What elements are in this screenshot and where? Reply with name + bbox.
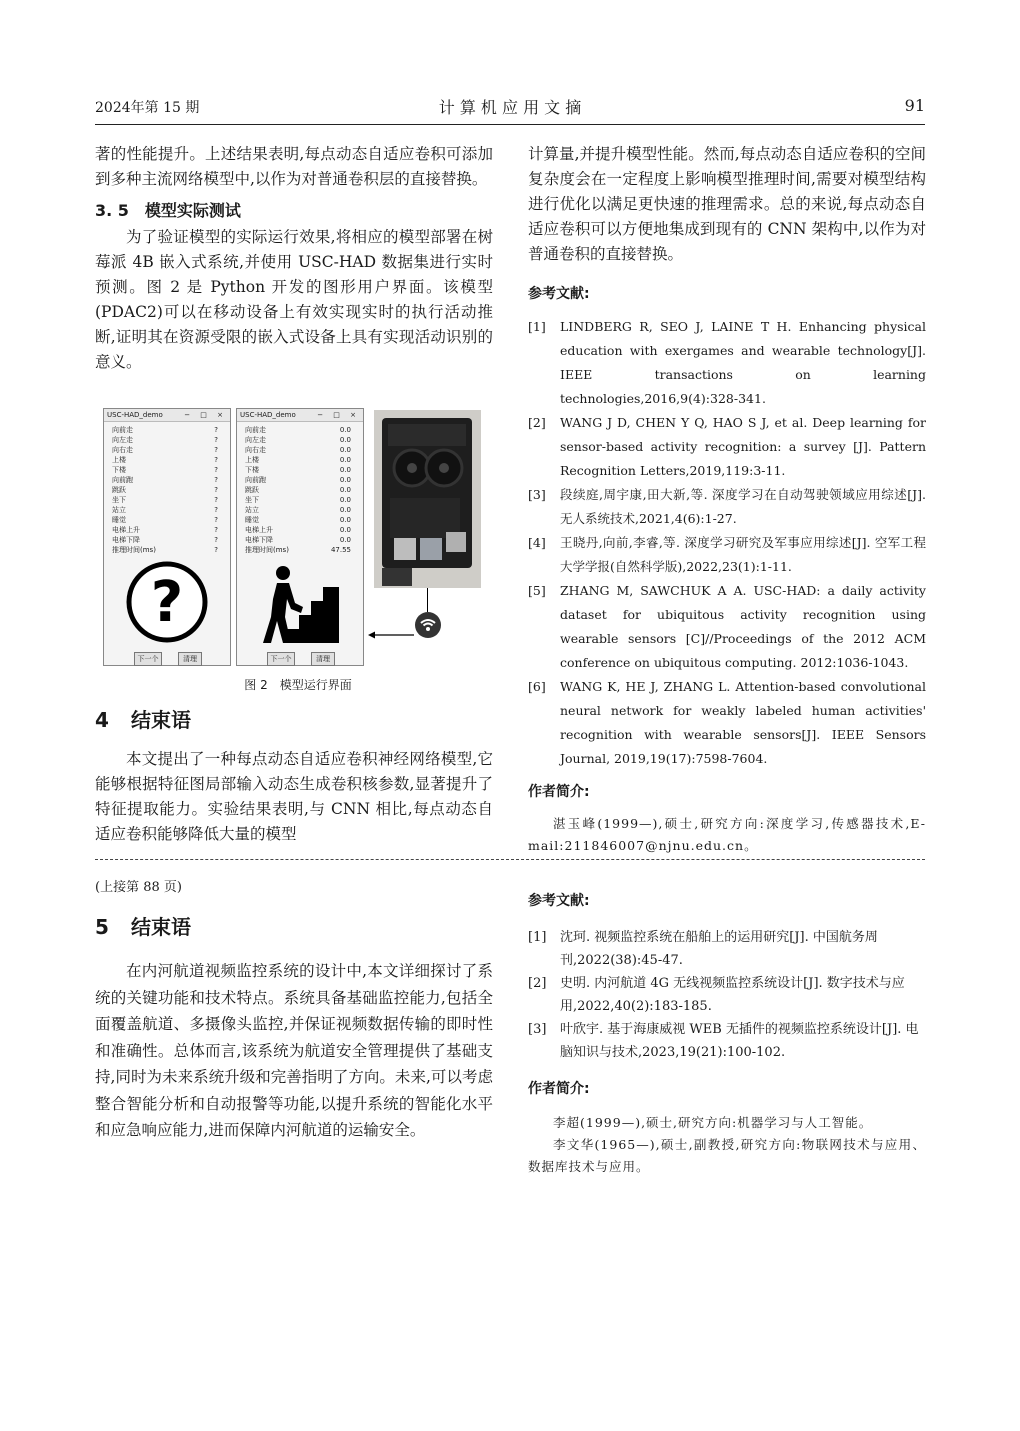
row-walk-right: 向右走 0.0 bbox=[245, 446, 351, 454]
conclusion-continued-text: 计算量,并提升模型性能。然而,每点动态自适应卷积的空间复杂度会在一定程度上影响模型推理时间,需要对模型结构进行优化以满足更快速的推理需求。总的来说,每点动态自适应卷积可以方便地集成到现有的 CNN 架构中,以作为对普通卷积的直接替换。 bbox=[528, 145, 926, 263]
row-run-forward: 向前跑 0.0 bbox=[245, 476, 351, 484]
references-list bbox=[528, 315, 926, 771]
row-sleep: 睡觉 0.0 bbox=[245, 516, 351, 524]
reference-item: [2] WANG J D, CHEN Y Q, HAO S J, et al. Deep learning for sensor-based activity recognition: a survey [J]. Pattern Recognition Letters,2019,119:3-11. bbox=[528, 415, 926, 478]
row-jump: 跳跃 0.0 bbox=[245, 486, 351, 494]
row-sleep: 睡觉 ? bbox=[112, 516, 218, 524]
section-5-title: 结束语 bbox=[131, 915, 191, 939]
figure-2 bbox=[103, 408, 493, 670]
references-list bbox=[528, 926, 926, 1064]
reference-item: [6] WANG K, HE J, ZHANG L. Attention-based convolutional neural network for weakly labeled human activities' recognition with wearable sensors[J]. IEEE Sensors Journal, 2019,19(17):7598-7604. bbox=[528, 679, 926, 766]
author-bio: 李超(1999—),硕士,研究方向:机器学习与人工智能。 bbox=[553, 1115, 873, 1130]
reference-item: [1] LINDBERG R, SEO J, LAINE T H. Enhancing physical education with exergames and wearable technology[J]. IEEE transactions on learning technologies,2016,9(4):328-341. bbox=[528, 319, 926, 406]
next-button[interactable]: 下一个 bbox=[267, 652, 295, 666]
section-3-5-heading: 3. 5 模型实际测试 bbox=[95, 201, 241, 220]
article1-intro-text: 著的性能提升。上述结果表明,每点动态自适应卷积可添加到多种主流网络模型中,以作为对普通卷积层的直接替换。 bbox=[95, 145, 493, 188]
header-rule bbox=[95, 124, 925, 125]
row-walk-left: 向左走 ? bbox=[112, 436, 218, 444]
next-button[interactable]: 下一个 bbox=[134, 652, 162, 666]
row-inference-time: 推理时间(ms) ? bbox=[112, 546, 218, 554]
section-3-5-text: 为了验证模型的实际运行效果,将相应的模型部署在树莓派 4B 嵌入式系统,并使用 USC-HAD 数据集进行实时预测。图 2 是 Python 开发的图形用户界面。该模型(PDAC2)可以在移动设备上有效实现实时的执行活动推断,证明其在资源受限的嵌入式设备上具有实现活动识别的意义。 bbox=[95, 228, 493, 371]
row-sit: 坐下 ? bbox=[112, 496, 218, 504]
row-elevator-down: 电梯下降 ? bbox=[112, 536, 218, 544]
row-walk-forward: 向前走 ? bbox=[112, 426, 218, 434]
author-heading: 作者简介: bbox=[528, 1081, 590, 1097]
reference-item: [5] ZHANG M, SAWCHUK A A. USC-HAD: a daily activity dataset for ubiquitous activity recognition using wearable sensors [C]//Proceedings of the 2012 ACM conference on ubiquitous computing. 2012:1036-1043. bbox=[528, 583, 926, 670]
section-5-text: 在内河航道视频监控系统的设计中,本文详细探讨了系统的关键功能和技术特点。系统具备基础监控能力,包括全面覆盖航道、多摄像头监控,并保证视频数据传输的即时性和准确性。总体而言,该系统为航道安全管理提供了基础支持,同时为未来系统升级和完善指明了方向。未来,可以考虑整合智能分析和自动报警等功能,以提升系统的智能化水平和应急响应能力,进而保障内河航道的运输安全。 bbox=[95, 962, 493, 1139]
article1-left-column bbox=[95, 142, 493, 375]
row-elevator-up: 电梯上升 0.0 bbox=[245, 526, 351, 534]
reference-item: [3] 叶欣宇. 基于海康威视 WEB 无插件的视频监控系统设计[J]. 电脑知识与技术,2023,19(21):100-102. bbox=[528, 1022, 919, 1060]
section-4-text: 本文提出了一种每点动态自适应卷积神经网络模型,它能够根据特征图局部输入动态生成卷积核参数,显著提升了特征提取能力。实验结果表明,与 CNN 相比,每点动态自适应卷积能够降低大量的模型 bbox=[95, 750, 493, 843]
demo-window-right bbox=[236, 408, 364, 666]
row-sit: 坐下 0.0 bbox=[245, 496, 351, 504]
section-4-heading bbox=[95, 704, 493, 733]
row-upstairs: 上楼 0.0 bbox=[245, 456, 351, 464]
row-upstairs: 上楼 ? bbox=[112, 456, 218, 464]
author-heading: 作者简介: bbox=[528, 784, 590, 800]
svg-text:?: ? bbox=[150, 570, 184, 635]
page-number: 91 bbox=[904, 96, 925, 115]
wifi-icon bbox=[415, 612, 441, 638]
article2-right-column bbox=[528, 890, 926, 1178]
references-heading: 参考文献: bbox=[528, 893, 590, 909]
question-icon bbox=[124, 559, 210, 645]
clear-button[interactable]: 清理 bbox=[178, 652, 202, 666]
row-walk-left: 向左走 0.0 bbox=[245, 436, 351, 444]
arrow-icon bbox=[368, 625, 414, 635]
window-title: USC-HAD_demo bbox=[240, 411, 296, 419]
article-divider bbox=[95, 859, 925, 860]
label-rows bbox=[112, 425, 218, 555]
demo-window-left bbox=[103, 408, 231, 666]
section-5-heading bbox=[95, 911, 493, 940]
article1-right-column bbox=[528, 142, 926, 857]
row-downstairs: 下楼 ? bbox=[112, 466, 218, 474]
row-stand: 站立 0.0 bbox=[245, 506, 351, 514]
label-rows bbox=[245, 425, 351, 555]
journal-title: 计 算 机 应 用 文 摘 bbox=[438, 98, 582, 117]
raspberry-pi-photo bbox=[374, 410, 481, 588]
row-inference-time: 推理时间(ms) 47.55 bbox=[245, 546, 351, 554]
continued-from-note: (上接第 88 页) bbox=[95, 880, 182, 895]
reference-item: [4] 王晓丹,向前,李睿,等. 深度学习研究及军事应用综述[J]. 空军工程大学学报(自然科学版),2022,23(1):1-11. bbox=[528, 535, 926, 574]
row-downstairs: 下楼 0.0 bbox=[245, 466, 351, 474]
row-elevator-up: 电梯上升 ? bbox=[112, 526, 218, 534]
reference-item: [2] 史明. 内河航道 4G 无线视频监控系统设计[J]. 数字技术与应用,2022,40(2):183-185. bbox=[528, 976, 905, 1014]
window-controls[interactable]: − □ × bbox=[184, 411, 227, 419]
references-heading: 参考文献: bbox=[528, 286, 590, 302]
author-bio: 湛玉峰(1999—),硕士,研究方向:深度学习,传感器技术,E-mail:211846007@njnu.edu.cn。 bbox=[528, 816, 926, 853]
reference-item: [3] 段续庭,周宇康,田大新,等. 深度学习在自动驾驶领域应用综述[J]. 无人系统技术,2021,4(6):1-27. bbox=[528, 487, 926, 526]
row-run-forward: 向前跑 ? bbox=[112, 476, 218, 484]
connector-line bbox=[427, 588, 428, 612]
window-titlebar bbox=[104, 409, 230, 422]
row-stand: 站立 ? bbox=[112, 506, 218, 514]
row-jump: 跳跃 ? bbox=[112, 486, 218, 494]
row-walk-forward: 向前走 0.0 bbox=[245, 426, 351, 434]
article2-left-column bbox=[95, 876, 493, 1144]
section-4-title: 结束语 bbox=[131, 708, 191, 732]
window-title: USC-HAD_demo bbox=[107, 411, 163, 419]
row-elevator-down: 电梯下降 0.0 bbox=[245, 536, 351, 544]
window-controls[interactable]: − □ × bbox=[317, 411, 360, 419]
reference-item: [1] 沈珂. 视频监控系统在船舶上的运用研究[J]. 中国航务周刊,2022(38):45-47. bbox=[528, 930, 878, 968]
window-titlebar bbox=[237, 409, 363, 422]
row-walk-right: 向右走 ? bbox=[112, 446, 218, 454]
section-4-number: 4 bbox=[95, 708, 109, 732]
stairs-person-icon bbox=[257, 559, 343, 645]
clear-button[interactable]: 清理 bbox=[311, 652, 335, 666]
journal-issue: 2024年第 15 期 bbox=[95, 100, 200, 116]
section-5-number: 5 bbox=[95, 915, 109, 939]
author-bio: 李文华(1965—),硕士,副教授,研究方向:物联网技术与应用、数据库技术与应用。 bbox=[528, 1137, 926, 1174]
figure-2-caption: 图 2 模型运行界面 bbox=[244, 678, 352, 692]
section-4 bbox=[95, 704, 493, 847]
